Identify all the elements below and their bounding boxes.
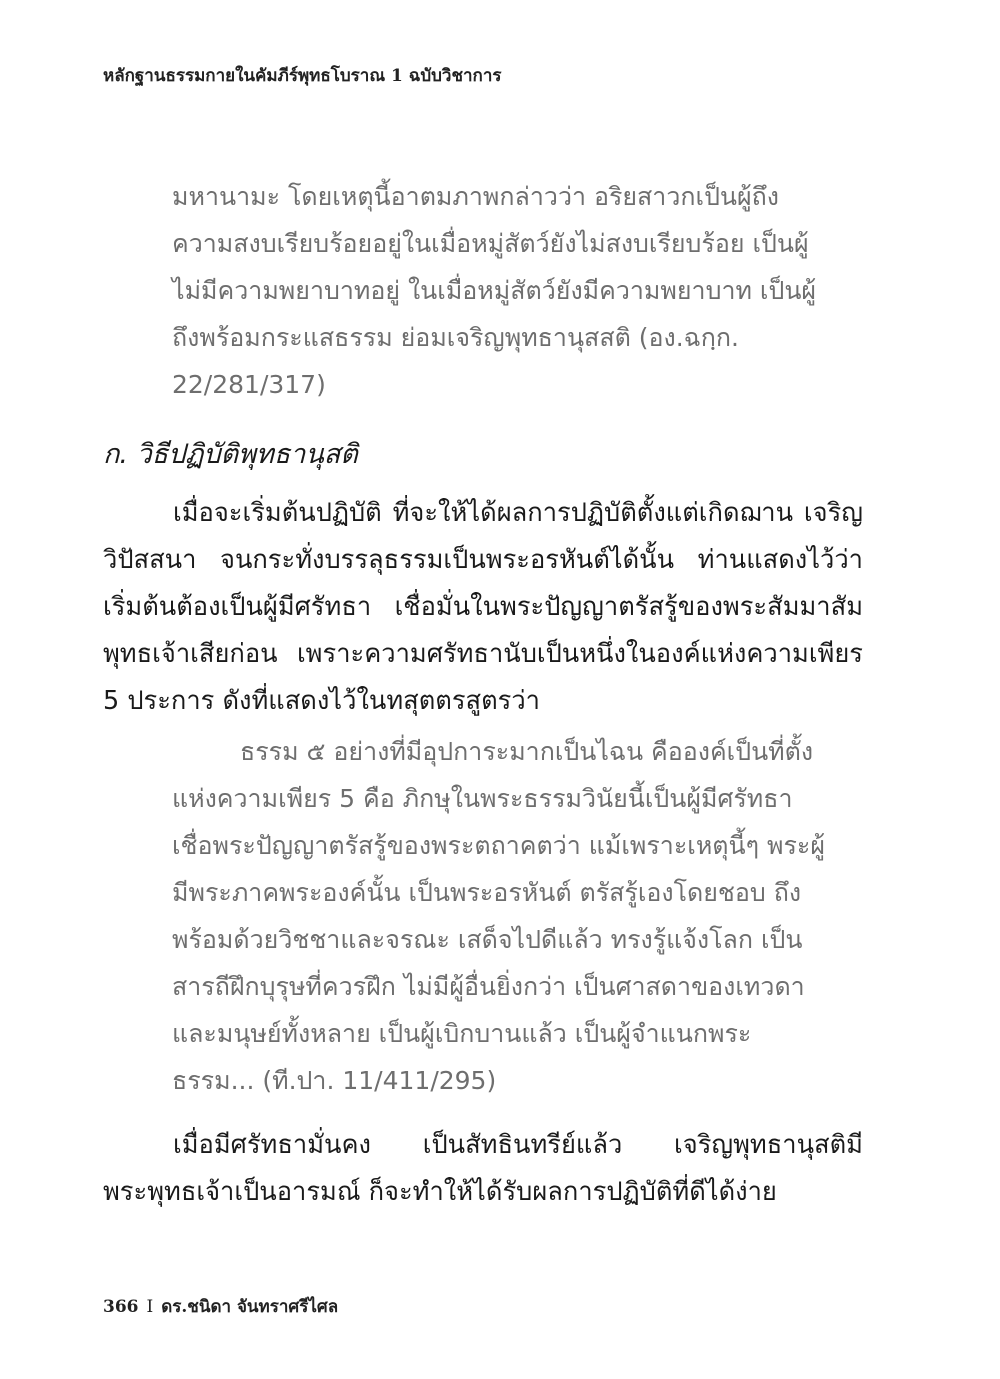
- paragraph-1: [103, 490, 863, 725]
- section-heading: ก. วิธีปฏิบัติพุทธานุสติ: [103, 439, 358, 470]
- quote-1-text: มหานามะ โดยเหตุนี้อาตมภาพกล่าวว่า อริยสาวกเป็นผู้ถึงความสงบเรียบร้อยอยู่ในเมื่อหมู่สัตว์ยังไม่สงบเรียบร้อย เป็นผู้ไม่มีความพยาบาทอยู่ ในเมื่อหมู่สัตว์ยังมีความพยาบาท เป็นผู้ถึงพร้อมกระแสธรรม ย่อมเจริญพุทธานุสสติ (อง.ฉกฺก. 22/281/317): [172, 182, 817, 399]
- block-quote-1: [172, 173, 832, 408]
- footer-separator: I: [146, 1297, 154, 1317]
- page-footer: [103, 1293, 338, 1320]
- paragraph-1-text: เมื่อจะเริ่มต้นปฏิบัติ ที่จะให้ได้ผลการปฏิบัติตั้งแต่เกิดฌาน เจริญวิปัสสนา จนกระทั่งบรรลุธรรมเป็นพระอรหันต์ได้นั้น ท่านแสดงไว้ว่า เริ่มต้นต้องเป็นผู้มีศรัทธา เชื่อมั่นในพระปัญญาตรัสรู้ของพระสัมมาสัมพุทธเจ้าเสียก่อน เพราะความศรัทธานับเป็นหนึ่งในองค์แห่งความเพียร 5 ประการ ดังที่แสดงไว้ในทสุตตรสูตรว่า: [103, 498, 863, 716]
- running-head: หลักฐานธรรมกายในคัมภีร์พุทธโบราณ 1 ฉบับวิชาการ: [103, 66, 502, 86]
- page-number: 366: [103, 1297, 139, 1317]
- paragraph-2-text: เมื่อมีศรัทธามั่นคง เป็นสัทธินทรีย์แล้ว เจริญพุทธานุสติมีพระพุทธเจ้าเป็นอารมณ์ ก็จะทำให้ได้รับผลการปฏิบัติที่ดีได้ง่าย: [103, 1130, 863, 1207]
- author-name: ดร.ชนิดา จันทราศรีไศล: [161, 1297, 339, 1317]
- quote-2-text: ธรรม ๕ อย่างที่มีอุปการะมากเป็นไฉน คือองค์เป็นที่ตั้งแห่งความเพียร 5 คือ ภิกษุในพระธรรมวินัยนี้เป็นผู้มีศรัทธา เชื่อพระปัญญาตรัสรู้ของพระตถาคตว่า แม้เพราะเหตุนี้ๆ พระผู้มีพระภาคพระองค์นั้น เป็นพระอรหันต์ ตรัสรู้เองโดยชอบ ถึงพร้อมด้วยวิชชาและจรณะ เสด็จไปดีแล้ว ทรงรู้แจ้งโลก เป็นสารถีฝึกบุรุษที่ควรฝึก ไม่มีผู้อื่นยิ่งกว่า เป็นศาสดาของเทวดาและมนุษย์ทั้งหลาย เป็นผู้เบิกบานแล้ว เป็นผู้จำแนกพระธรรม... (ที.ปา. 11/411/295): [172, 737, 825, 1095]
- paragraph-2: [103, 1122, 863, 1216]
- block-quote-2: [172, 728, 832, 1104]
